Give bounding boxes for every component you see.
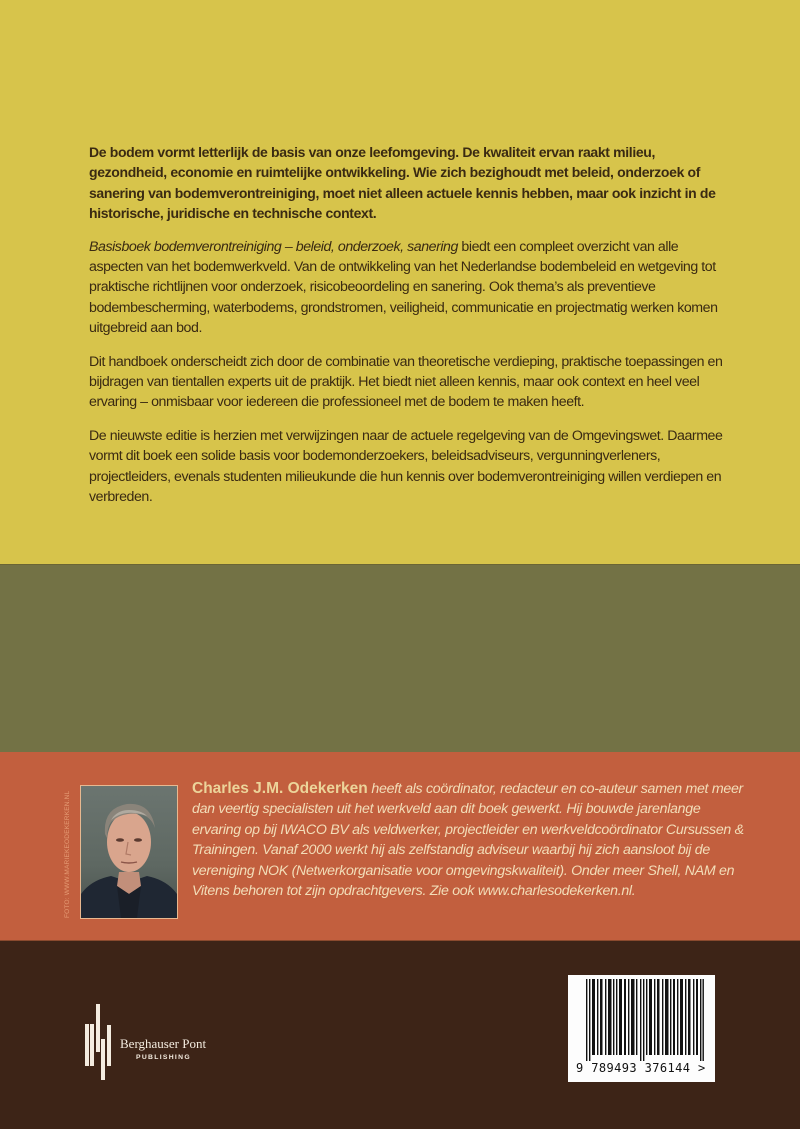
lead-paragraph: De bodem vormt letterlijk de basis van onze leefomgeving. De kwaliteit ervan raakt milieu, gezondheid, economie en ruimtelijke ontwikkeling. Wie zich bezighoudt met beleid, onderzoek of sanering van bodemverontreiniging, moet niet alleen actuele kennis hebben, maar ook inzicht in de historische, juridische en technische context.	[89, 144, 716, 222]
isbn-barcode	[568, 975, 715, 1082]
barcode-bars-icon	[586, 979, 704, 1061]
overview-paragraph	[89, 237, 729, 339]
book-description	[89, 142, 729, 521]
author-photo	[80, 785, 178, 919]
portrait-image	[81, 786, 177, 918]
edition-paragraph: De nieuwste editie is herzien met verwijzingen naar de actuele regelgeving van de Omgevingswet. Daarmee vormt dit boek een solide basis voor bodemonderzoekers, beleidsadviseurs, vergunningverleners, projectleiders, evenals studenten milieukunde die hun kennis over bodemverontreiniging willen verdiepen en verbreden.	[89, 427, 723, 506]
author-bio-text: heeft als coördinator, redacteur en co-auteur samen met meer dan veertig specialisten uit het werkveld aan dit boek gewerkt. Hij bouwde jarenlange ervaring op bij IWACO BV als veldwerker, projectleider en werkveldcoördinator Cursussen & Trainingen. Vanaf 2000 werkt hij als zelfstandig adviseur waarbij hij zich aansloot bij de vereniging NOK (Netwerkorganisatie voor omgevingskwaliteit). Onder meer Shell, NAM en Vitens behoren tot zijn opdrachtgevers. Zie ook www.charlesodekerken.nl.	[192, 781, 744, 900]
photo-credit: FOTO: WWW.MARIEKEODEKERKEN.NL	[64, 790, 71, 918]
publisher-name: Berghauser Pont	[120, 1036, 207, 1051]
author-name: Charles J.M. Odekerken	[192, 780, 368, 797]
book-title: Basisboek bodemverontreiniging – beleid, onderzoek, sanering	[89, 238, 458, 255]
author-bio	[192, 779, 752, 901]
overview-text: biedt een compleet overzicht van alle aspecten van het bodemwerkveld. Van de ontwikkeling van het Nederlandse bodembeleid en wetgeving tot praktische richtlijnen voor onderzoek, risicobeoordeling en sanering. Ook thema’s als preventieve bodembescherming, waterbodems, grondstromen, veiligheid, communicatie en projectmatig werken komen uitgebreid aan bod.	[89, 238, 718, 337]
publisher-subtitle: PUBLISHING	[136, 1054, 191, 1061]
spacer-band	[0, 564, 800, 752]
distinction-paragraph: Dit handboek onderscheidt zich door de combinatie van theoretische verdieping, praktische toepassingen en bijdragen van tientallen experts uit de praktijk. Het biedt niet alleen kennis, maar ook context en heel veel ervaring – onmisbaar voor iedereen die professioneel met de bodem te maken heeft.	[89, 353, 723, 411]
isbn-digits: 9 789493 376144 >	[576, 1061, 706, 1075]
publisher-logo	[80, 1000, 220, 1085]
